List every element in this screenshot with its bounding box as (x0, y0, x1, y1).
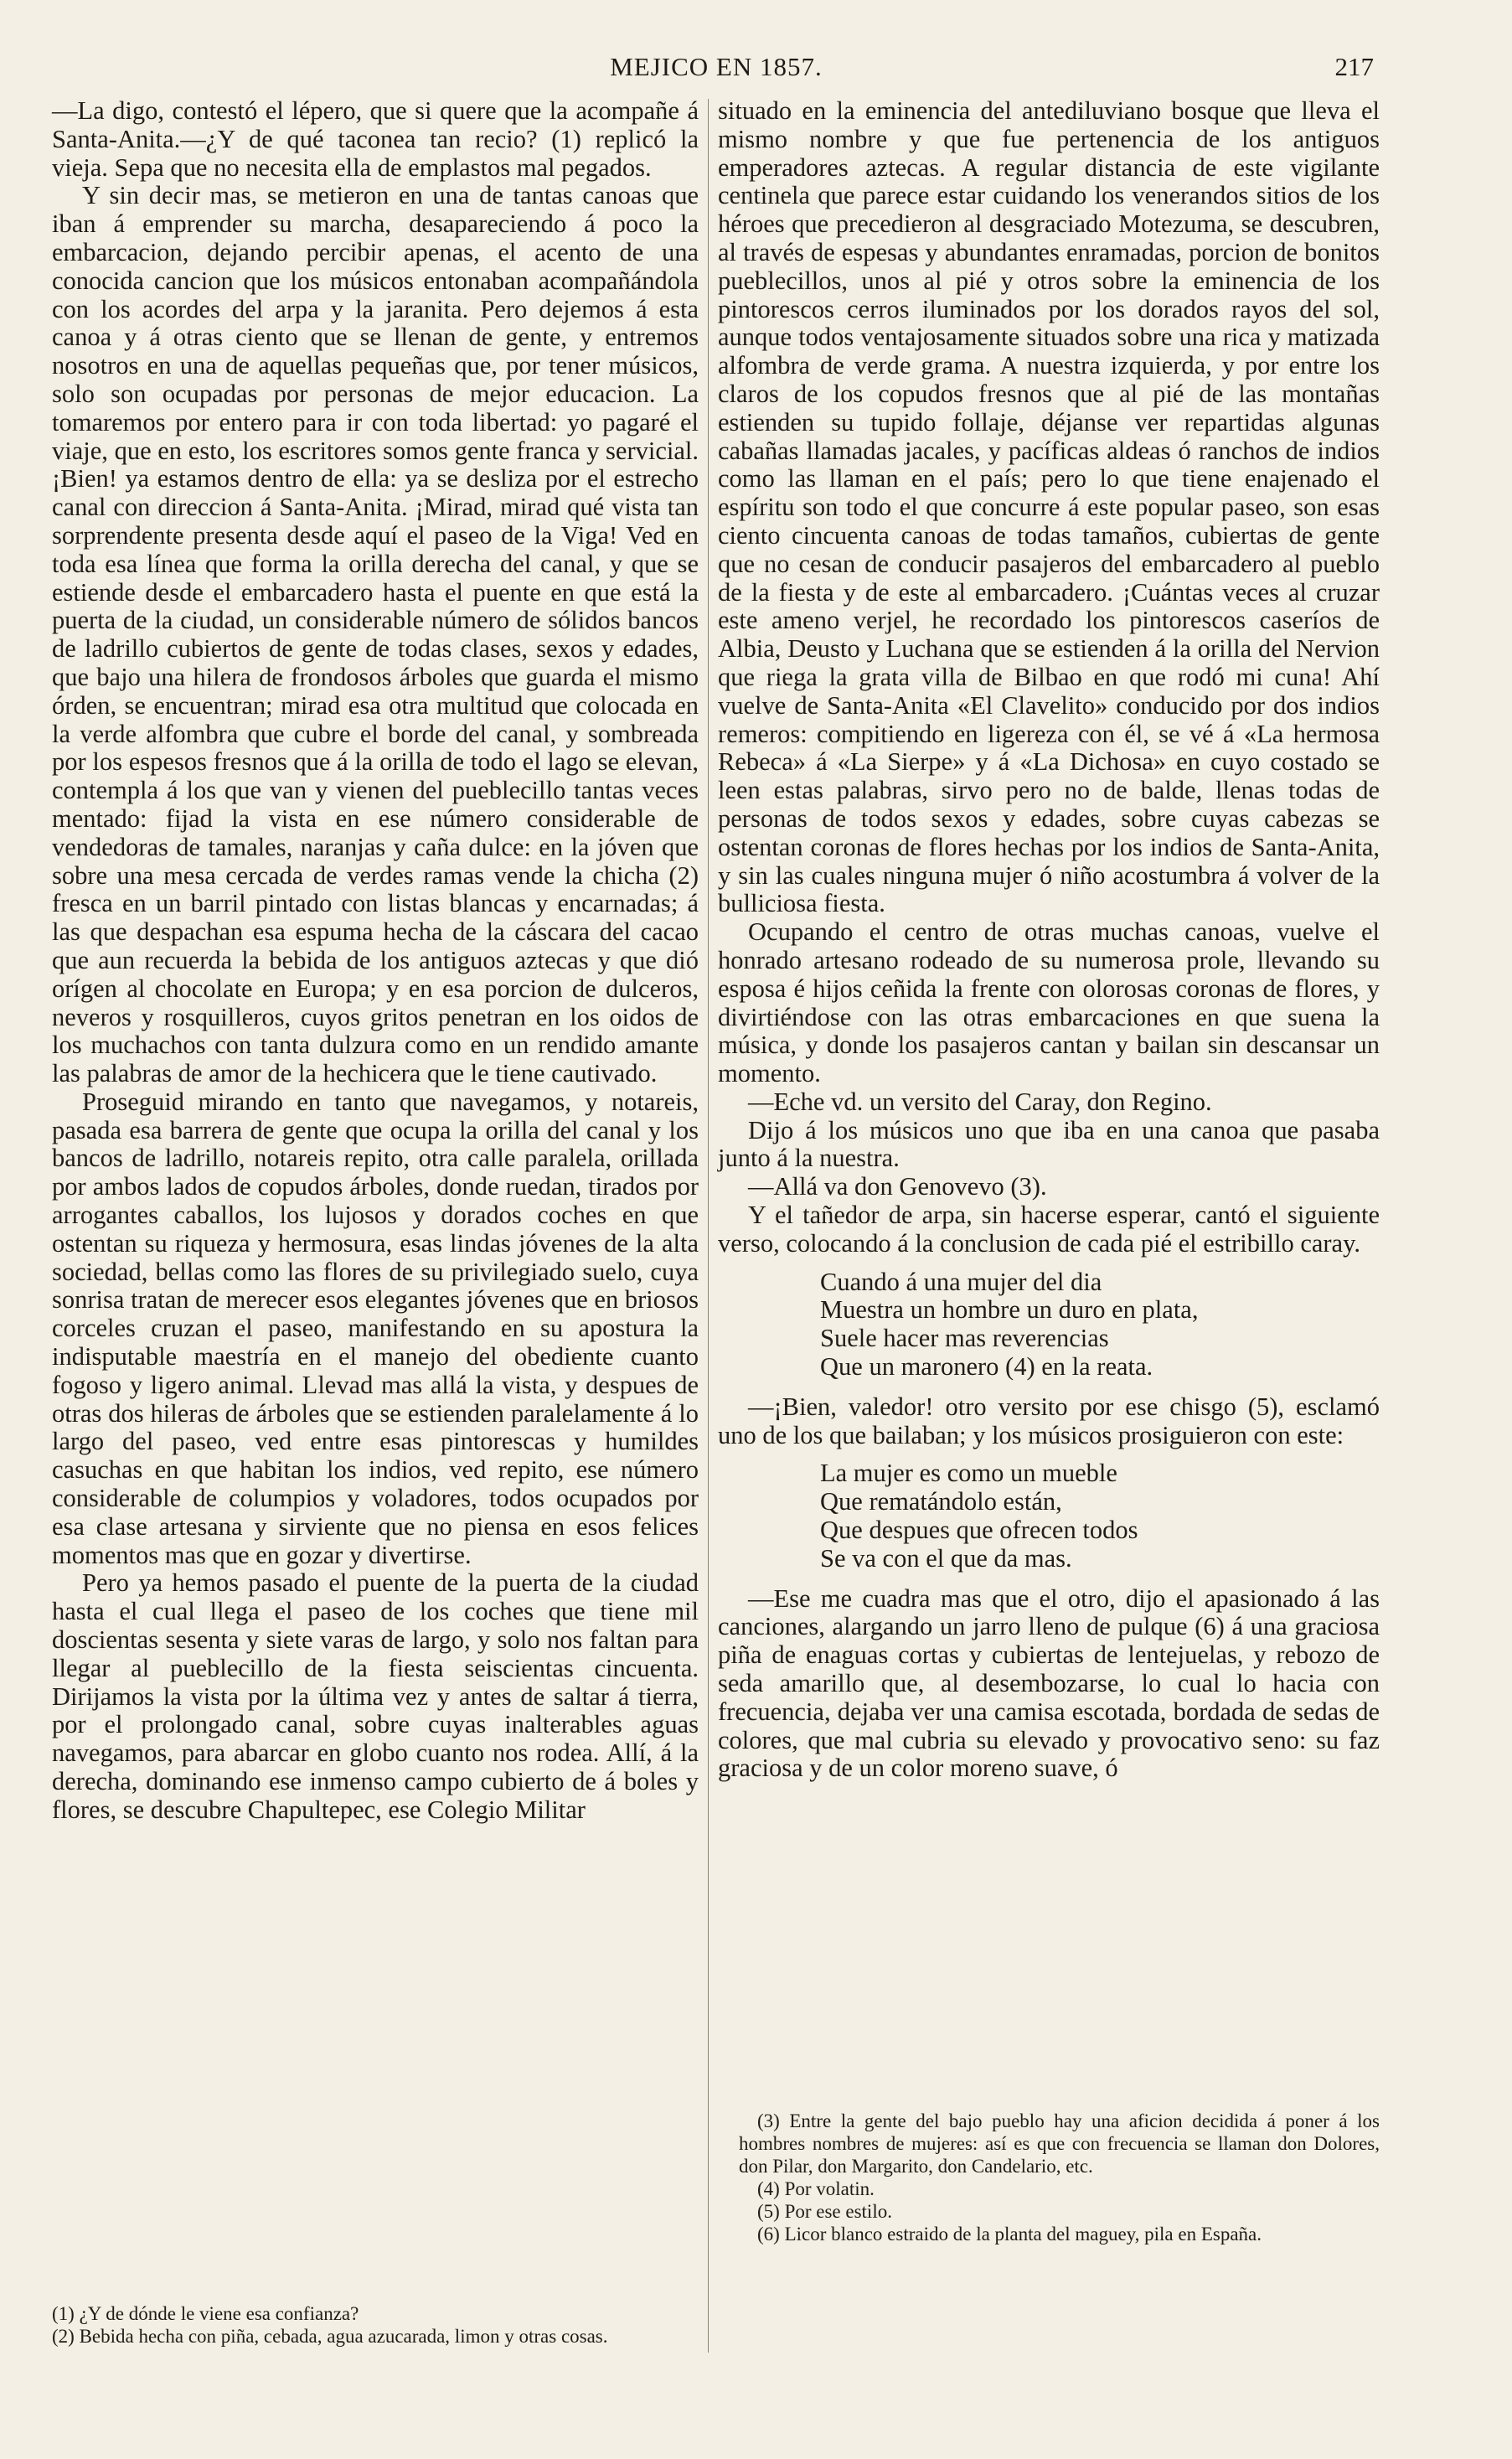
footnotes-right (739, 2110, 1380, 2245)
paragraph: Y el tañedor de arpa, sin hacerse esperar, cantó el siguiente verso, colocando á la conclusion de cada pié el estribillo caray. (718, 1201, 1380, 1258)
verse-line: Cuando á una mujer del dia (820, 1267, 1102, 1296)
paragraph: Ocupando el centro de otras muchas canoas, vuelve el honrado artesano rodeado de su numerosa prole, llevando su esposa é hijos ceñida la frente con olorosas coronas de flores, y divirtiéndose con las otras embarcaciones en que suena la música, y donde los pasajeros cantan y bailan sin descansar un momento. (718, 917, 1380, 1088)
footnote: (2) Bebida hecha con piña, cebada, agua azucarada, limon y otras cosas. (52, 2326, 608, 2347)
verse-line: Que rematándolo están, (820, 1487, 1062, 1516)
verse-line: La mujer es como un mueble (820, 1459, 1117, 1488)
footnotes-left (52, 2302, 699, 2348)
paragraph: Dijo á los músicos uno que iba en una canoa que pasaba junto á la nuestra. (718, 1115, 1380, 1173)
column-divider (708, 99, 709, 2353)
paragraph: Y sin decir mas, se metieron en una de tantas canoas que iban á emprender su marcha, desapareciendo á poco la embarcacion, dejando percibir apenas, el acento de una conocida cancion que los músicos entonaban acompañándola con los acordes del arpa y la jaranita. Pero dejemos á esta canoa y á otras ciento que se llenan de gente, y entremos nosotros en una de aquellas pequeñas que, por tener músicos, solo son ocupadas por personas de mejor educacion. La tomaremos por entero para ir con toda libertad: yo pagaré el viaje, que en esto, los escritores somos gente franca y servicial. ¡Bien! ya estamos dentro de ella: ya se desliza por el estrecho canal con direccion á Santa-Anita. ¡Mirad, mirad qué vista tan sorprendente presenta desde aquí el paseo de la Viga! Ved en toda esa línea que forma la orilla derecha del canal, y que se estiende desde el embarcadero hasta el puente en que está la puerta de la ciudad, un considerable número de sólidos bancos de ladrillo cubiertos de gente de todas clases, sexos y edades, que bajo una hilera de frondosos árboles que guarda el mismo órden, se encuentran; mirad esa otra multitud que colocada en la verde alfombra que cubre el borde del canal, y sombreada por los espesos fresnos que á la orilla de todo el lago se elevan, contempla á los que van y vienen del pueblecillo tantas veces mentado: fijad la vista en ese número considerable de vendedoras de tamales, naranjas y caña dulce: en la jóven que sobre una mesa cercada de verdes ramas vende la chicha (2) fresca en un barril pintado con listas blancas y encarnadas; á las que despachan esa espuma hecha de la cáscara del cacao que aun recuerda la bebida de los antiguos aztecas y que dió orígen al chocolate en Europa; y en esa porcion de dulceros, neveros y rosquilleros, cuyos gritos penetran en los oidos de los muchachos con tanta dulzura como en un rendido amante las palabras de amor de la hechicera que le tiene cautivado. (52, 181, 699, 1088)
right-column (718, 97, 1380, 1783)
running-header: MEJICO EN 1857. (610, 52, 823, 81)
verse-line: Que un maronero (4) en la reata. (820, 1352, 1153, 1382)
verse-stanza (820, 1268, 1380, 1382)
paragraph: situado en la eminencia del antediluviano bosque que lleva el mismo nombre y que fue pertenencia de los antiguos emperadores aztecas. A regular distancia de este vigilante centinela que parece estar cuidando los venerandos sitios de los héroes que precedieron al desgraciado Motezuma, se descubren, al través de espesas y abundantes enramadas, porcion de bonitos pueblecillos, unos al pié y otros sobre la eminencia de los pintorescos cerros iluminados por los dorados rayos del sol, aunque todos ventajosamente situados sobre una rica y matizada alfombra de verde grama. A nuestra izquierda, y por entre los claros de los copudos fresnos que al pié de las montañas estienden su tupido follaje, déjanse ver repartidas algunas cabañas llamadas jacales, y pacíficas aldeas ó ranchos de indios como las llaman en el país; pero lo que tiene enajenado el espíritu son todo el que concurre á este popular paseo, son esas ciento cincuenta canoas de todas tamaños, cubiertas de gente que no cesan de conducir pasajeros del embarcadero al pueblo de la fiesta y de este al embarcadero. ¡Cuántas veces al cruzar este ameno verjel, he recordado los pintorescos caseríos de Albia, Deusto y Luchana que se estienden á la orilla del Nervion que riega la grata villa de Bilbao en que rodó mi cuna! Ahí vuelve de Santa-Anita «El Clavelito» conducido por dos indios remeros: compitiendo en ligereza con él, se vé á «La hermosa Rebeca» á «La Sierpe» y á «La Dichosa» en cuyo costado se leen estas palabras, sirvo pero no de balde, llenas todas de personas de todos sexos y edades, sobre cuyas cabezas se ostentan coronas de flores hechas por los indios de Santa-Anita, y sin las cuales ninguna mujer ó niño acostumbra á volver de la bulliciosa fiesta. (718, 96, 1380, 918)
paragraph: —¡Bien, valedor! otro versito por ese chisgo (5), esclamó uno de los que bailaban; y los músicos prosiguieron con este: (718, 1392, 1380, 1449)
left-column (52, 97, 699, 1825)
paragraph: —La digo, contestó el lépero, que si quere que la acompañe á Santa-Anita.—¿Y de qué taconea tan recio? (1) replicó la vieja. Sepa que no necesita ella de emplastos mal pegados. (52, 96, 699, 182)
footnote: (6) Licor blanco estraido de la planta del maguey, pila en España. (757, 2224, 1262, 2245)
footnote: (1) ¿Y de dónde le viene esa confianza? (52, 2303, 359, 2324)
footnote: (4) Por volatin. (757, 2178, 875, 2199)
paragraph: Proseguid mirando en tanto que navegamos, y notareis, pasada esa barrera de gente que ocupa la orilla del canal y los bancos de ladrillo, notareis repito, otra calle paralela, orillada por ambos lados de copudos árboles, donde ruedan, tirados por arrogantes caballos, los lujosos y dorados coches en que ostentan su riqueza y hermosura, esas lindas jóvenes de la alta sociedad, bellas como las flores de su privilegiado suelo, cuya sonrisa tratan de merecer esos elegantes jóvenes que en briosos corceles cruzan el paseo, manifestando en su apostura la indisputable maestría en el manejo del obediente cuanto fogoso y ligero animal. Llevad mas allá la vista, y despues de otras dos hileras de árboles que se estienden paralelamente á lo largo del paseo, ved entre esas pintorescas y humildes casuchas en que habitan los indios, ved repito, ese número considerable de columpios y voladores, todos ocupados por esa clase artesana y sirviente que no piensa en esos felices momentos mas que en gozar y divertirse. (52, 1087, 699, 1569)
verse-line: Se va con el que da mas. (820, 1543, 1072, 1573)
paragraph: —Ese me cuadra mas que el otro, dijo el apasionado á las canciones, alargando un jarro lleno de pulque (6) á una graciosa piña de enaguas cortas y cubiertas de lentejuelas, y rebozo de seda amarillo que, al desembozarse, lo cual lo hacia con frecuencia, dejaba ver una camisa escotada, bordada de sedas de colores, que mal cubria su elevado y provocativo seno: su faz graciosa y de un color moreno suave, ó (718, 1583, 1380, 1783)
paragraph: Pero ya hemos pasado el puente de la puerta de la ciudad hasta el cual llega el paseo de los coches que tiene mil doscientas sesenta y siete varas de largo, y solo nos faltan para llegar al pueblecillo de la fiesta seiscientas cincuenta. Dirijamos la vista por la última vez y antes de saltar á tierra, por el prolongado canal, sobre cuyas inalterables aguas navegamos, para abarcar en globo cuanto nos rodea. Allí, á la derecha, dominando ese inmenso campo cubierto de á boles y flores, se descubre Chapultepec, ese Colegio Militar (52, 1568, 699, 1824)
verse-line: Suele hacer mas reverencias (820, 1324, 1109, 1353)
paragraph: —Eche vd. un versito del Caray, don Regino. (748, 1087, 1212, 1116)
footnote: (5) Por ese estilo. (757, 2201, 892, 2222)
verse-line: Muestra un hombre un duro en plata, (820, 1295, 1199, 1325)
paragraph: —Allá va don Genovevo (3). (748, 1172, 1047, 1201)
verse-stanza (820, 1459, 1380, 1573)
verse-line: Que despues que ofrecen todos (820, 1516, 1138, 1545)
page-number: 217 (1334, 52, 1374, 81)
footnote: (3) Entre la gente del bajo pueblo hay una aficion decidida á poner á los hombres nombres de mujeres: así es que con frecuencia se llaman don Dolores, don Pilar, don Margarito, don Candelario, etc. (739, 2110, 1380, 2177)
